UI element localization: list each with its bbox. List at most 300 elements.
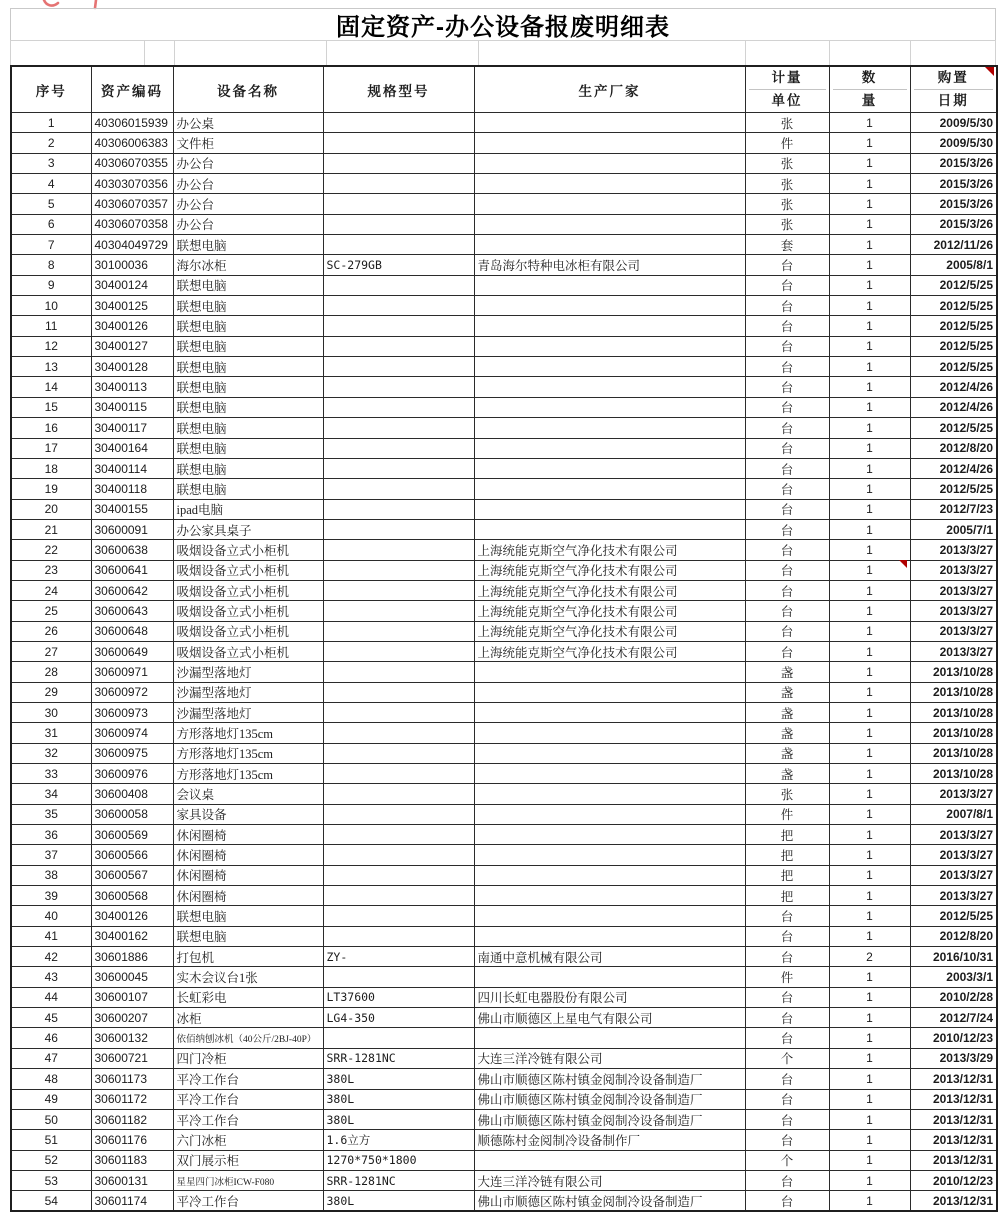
header-seq: 序号: [11, 66, 91, 113]
cell-code: 30600132: [91, 1028, 173, 1048]
cell-seq: 1: [11, 113, 91, 133]
cell-unit: 张: [745, 174, 829, 194]
cell-qty: 1: [829, 723, 910, 743]
table-row: [11, 621, 997, 641]
cell-spec: [323, 926, 474, 946]
cell-maker: 佛山市顺德区陈村镇金阅制冷设备制造厂: [474, 1089, 745, 1109]
cell-unit: 个: [745, 1150, 829, 1170]
cell-name: 办公家具桌子: [173, 519, 323, 539]
cell-date: 2013/3/27: [910, 560, 997, 580]
cell-date: 2013/12/31: [910, 1130, 997, 1150]
table-row: [11, 235, 997, 255]
header-unit: [745, 66, 829, 113]
cell-unit: 把: [745, 845, 829, 865]
cell-maker: [474, 296, 745, 316]
cell-qty: 1: [829, 906, 910, 926]
cell-date: 2013/10/28: [910, 682, 997, 702]
cell-qty: 1: [829, 336, 910, 356]
cell-qty: 1: [829, 296, 910, 316]
cell-code: 30601172: [91, 1089, 173, 1109]
gridline: [745, 41, 746, 66]
cell-seq: 20: [11, 499, 91, 519]
table-row: [11, 397, 997, 417]
cell-name: 家具设备: [173, 804, 323, 824]
cell-spec: [323, 397, 474, 417]
cell-code: 30600058: [91, 804, 173, 824]
cell-spec: [323, 316, 474, 336]
table-row: [11, 886, 997, 906]
cell-unit: 张: [745, 214, 829, 234]
cell-date: 2013/10/28: [910, 662, 997, 682]
table-row: [11, 764, 997, 784]
cell-seq: 14: [11, 377, 91, 397]
cell-qty: 1: [829, 1069, 910, 1089]
table-row: [11, 113, 997, 133]
cell-code: 30601174: [91, 1191, 173, 1211]
gridline: [174, 41, 175, 66]
cell-date: 2009/5/30: [910, 113, 997, 133]
cell-maker: 上海统能克斯空气净化技术有限公司: [474, 621, 745, 641]
cell-spec: [323, 784, 474, 804]
header-code: 资产编码: [91, 66, 173, 113]
cell-date: 2013/3/27: [910, 641, 997, 661]
cell-spec: 380L: [323, 1191, 474, 1211]
cell-date: 2012/5/25: [910, 316, 997, 336]
cell-date: 2009/5/30: [910, 133, 997, 153]
cell-maker: [474, 113, 745, 133]
gridline: [144, 41, 145, 66]
cell-qty: 1: [829, 113, 910, 133]
cell-spec: [323, 499, 474, 519]
cell-code: 30400126: [91, 316, 173, 336]
cell-qty: 1: [829, 987, 910, 1007]
cell-code: 30400118: [91, 479, 173, 499]
table-row: [11, 804, 997, 824]
cell-unit: 件: [745, 804, 829, 824]
cell-spec: SC-279GB: [323, 255, 474, 275]
cell-date: 2012/5/25: [910, 906, 997, 926]
cell-spec: [323, 845, 474, 865]
cell-date: 2016/10/31: [910, 947, 997, 967]
cell-seq: 49: [11, 1089, 91, 1109]
cell-unit: 盏: [745, 682, 829, 702]
header-date-line1: 购置: [914, 67, 994, 90]
cell-code: 30600972: [91, 682, 173, 702]
cell-name: 四门冷柜: [173, 1048, 323, 1068]
cell-name: 星星四门冰柜ICW-F080: [173, 1170, 323, 1190]
cell-maker: 四川长虹电器股份有限公司: [474, 987, 745, 1007]
cell-unit: 台: [745, 601, 829, 621]
header-qty-line1: 数: [833, 67, 907, 90]
cell-maker: 上海统能克斯空气净化技术有限公司: [474, 641, 745, 661]
cell-code: 30600091: [91, 519, 173, 539]
cell-code: 30600649: [91, 641, 173, 661]
cell-date: 2013/12/31: [910, 1089, 997, 1109]
table-row: [11, 682, 997, 702]
cell-qty: 1: [829, 519, 910, 539]
table-row: [11, 926, 997, 946]
cell-code: 30600567: [91, 865, 173, 885]
cell-seq: 54: [11, 1191, 91, 1211]
cell-qty: 1: [829, 255, 910, 275]
cell-spec: [323, 194, 474, 214]
cell-seq: 11: [11, 316, 91, 336]
cell-date: 2010/12/23: [910, 1170, 997, 1190]
cell-date: 2013/3/27: [910, 845, 997, 865]
cell-name: 吸烟设备立式小柜机: [173, 641, 323, 661]
cell-qty: 1: [829, 235, 910, 255]
cell-name: 打包机: [173, 947, 323, 967]
cell-spec: SRR-1281NC: [323, 1170, 474, 1190]
cell-date: 2012/4/26: [910, 397, 997, 417]
cell-code: 30600045: [91, 967, 173, 987]
cell-spec: [323, 336, 474, 356]
cell-date: 2013/3/27: [910, 580, 997, 600]
cell-qty: 1: [829, 825, 910, 845]
cell-qty: 1: [829, 967, 910, 987]
cell-code: 30600566: [91, 845, 173, 865]
cell-seq: 33: [11, 764, 91, 784]
cell-qty: 1: [829, 418, 910, 438]
cell-maker: [474, 316, 745, 336]
cell-seq: 26: [11, 621, 91, 641]
cell-name: 联想电脑: [173, 296, 323, 316]
cell-date: 2015/3/26: [910, 174, 997, 194]
cell-date: 2012/4/26: [910, 377, 997, 397]
cell-spec: [323, 662, 474, 682]
cell-seq: 53: [11, 1170, 91, 1190]
cell-seq: 9: [11, 275, 91, 295]
cell-name: 文件柜: [173, 133, 323, 153]
cell-qty: 1: [829, 865, 910, 885]
cell-maker: 大连三洋冷链有限公司: [474, 1048, 745, 1068]
cell-name: 海尔冰柜: [173, 255, 323, 275]
cell-seq: 3: [11, 153, 91, 173]
table-body: [11, 113, 997, 1212]
cell-spec: [323, 214, 474, 234]
cell-maker: 佛山市顺德区陈村镇金阅制冷设备制造厂: [474, 1069, 745, 1089]
cell-date: 2012/7/23: [910, 499, 997, 519]
cell-unit: 台: [745, 479, 829, 499]
cell-name: 办公台: [173, 214, 323, 234]
cell-maker: 大连三洋冷链有限公司: [474, 1170, 745, 1190]
cell-spec: [323, 153, 474, 173]
cell-code: 30600973: [91, 702, 173, 722]
cell-spec: 380L: [323, 1109, 474, 1129]
cell-qty: 1: [829, 743, 910, 763]
cell-code: 30400164: [91, 438, 173, 458]
cell-spec: [323, 580, 474, 600]
table-row: [11, 133, 997, 153]
cell-unit: 盏: [745, 743, 829, 763]
cell-name: 实木会议台1张: [173, 967, 323, 987]
cell-code: 30600971: [91, 662, 173, 682]
cell-unit: 台: [745, 458, 829, 478]
cell-seq: 37: [11, 845, 91, 865]
cell-unit: 台: [745, 540, 829, 560]
cell-name: 联想电脑: [173, 438, 323, 458]
cell-unit: 张: [745, 113, 829, 133]
cell-date: 2012/4/26: [910, 458, 997, 478]
cell-maker: [474, 336, 745, 356]
cell-seq: 44: [11, 987, 91, 1007]
cell-code: 30600638: [91, 540, 173, 560]
cell-name: 吸烟设备立式小柜机: [173, 540, 323, 560]
cell-maker: [474, 764, 745, 784]
cell-code: 30600569: [91, 825, 173, 845]
cell-maker: [474, 194, 745, 214]
cell-date: 2012/5/25: [910, 296, 997, 316]
cell-date: 2013/10/28: [910, 702, 997, 722]
cell-maker: [474, 804, 745, 824]
cell-seq: 15: [11, 397, 91, 417]
cell-date: 2013/12/31: [910, 1109, 997, 1129]
cell-code: 30400124: [91, 275, 173, 295]
cell-spec: [323, 560, 474, 580]
cell-unit: 张: [745, 153, 829, 173]
cell-qty: 1: [829, 804, 910, 824]
cell-seq: 2: [11, 133, 91, 153]
cell-qty: 1: [829, 1191, 910, 1211]
cell-code: 30601886: [91, 947, 173, 967]
cell-unit: 台: [745, 316, 829, 336]
table-row: [11, 865, 997, 885]
cell-code: 30601176: [91, 1130, 173, 1150]
cell-code: 30600107: [91, 987, 173, 1007]
cell-unit: 台: [745, 255, 829, 275]
cell-date: 2003/3/1: [910, 967, 997, 987]
cell-maker: 南通中意机械有限公司: [474, 947, 745, 967]
cell-unit: 台: [745, 296, 829, 316]
table-row: [11, 743, 997, 763]
cell-date: 2013/12/31: [910, 1069, 997, 1089]
cell-unit: 台: [745, 1028, 829, 1048]
cell-seq: 8: [11, 255, 91, 275]
cell-code: 30600568: [91, 886, 173, 906]
cell-qty: 1: [829, 764, 910, 784]
cell-date: 2012/5/25: [910, 357, 997, 377]
cell-maker: [474, 825, 745, 845]
cell-seq: 29: [11, 682, 91, 702]
cell-qty: 1: [829, 275, 910, 295]
cell-spec: [323, 377, 474, 397]
cell-name: 联想电脑: [173, 418, 323, 438]
cell-qty: 1: [829, 174, 910, 194]
cell-date: 2013/3/29: [910, 1048, 997, 1068]
table-row: [11, 479, 997, 499]
table-row: [11, 153, 997, 173]
cell-name: 联想电脑: [173, 479, 323, 499]
cell-spec: [323, 601, 474, 621]
header-row: [11, 66, 997, 113]
cell-spec: 1.6立方: [323, 1130, 474, 1150]
table-row: [11, 1191, 997, 1211]
cell-name: 休闲圈椅: [173, 865, 323, 885]
table-row: [11, 174, 997, 194]
cell-seq: 4: [11, 174, 91, 194]
cell-unit: 台: [745, 1069, 829, 1089]
cell-unit: 台: [745, 1109, 829, 1129]
cell-qty: 1: [829, 926, 910, 946]
cell-name: 联想电脑: [173, 316, 323, 336]
cell-name: 方形落地灯135cm: [173, 723, 323, 743]
table-row: [11, 357, 997, 377]
cell-spec: [323, 621, 474, 641]
table-row: [11, 1170, 997, 1190]
cell-date: 2013/3/27: [910, 601, 997, 621]
cell-name: 吸烟设备立式小柜机: [173, 560, 323, 580]
cell-name: 平冷工作台: [173, 1109, 323, 1129]
gridline: [829, 41, 830, 66]
cell-code: 30600131: [91, 1170, 173, 1190]
cell-name: 平冷工作台: [173, 1069, 323, 1089]
table-row: [11, 458, 997, 478]
cell-maker: [474, 906, 745, 926]
cell-seq: 45: [11, 1008, 91, 1028]
cell-unit: 台: [745, 1130, 829, 1150]
cell-date: 2012/11/26: [910, 235, 997, 255]
cell-seq: 5: [11, 194, 91, 214]
table-row: [11, 418, 997, 438]
cell-seq: 23: [11, 560, 91, 580]
cell-unit: 盏: [745, 764, 829, 784]
table-row: [11, 723, 997, 743]
table-row: [11, 1069, 997, 1089]
table-row: [11, 1008, 997, 1028]
cell-maker: [474, 418, 745, 438]
cell-name: 办公台: [173, 194, 323, 214]
cell-spec: LT37600: [323, 987, 474, 1007]
header-date: [910, 66, 997, 113]
cell-maker: [474, 133, 745, 153]
cell-unit: 盏: [745, 723, 829, 743]
cell-name: 方形落地灯135cm: [173, 764, 323, 784]
cell-unit: 台: [745, 947, 829, 967]
cell-maker: [474, 886, 745, 906]
cell-maker: [474, 174, 745, 194]
cell-qty: 1: [829, 682, 910, 702]
cell-qty: 1: [829, 357, 910, 377]
cell-seq: 39: [11, 886, 91, 906]
cell-qty: 1: [829, 194, 910, 214]
cell-name: 休闲圈椅: [173, 825, 323, 845]
cell-maker: [474, 377, 745, 397]
cell-name: ipad电脑: [173, 499, 323, 519]
cell-date: 2012/8/20: [910, 926, 997, 946]
cell-date: 2015/3/26: [910, 214, 997, 234]
cell-code: 30400127: [91, 336, 173, 356]
cell-spec: [323, 438, 474, 458]
cell-unit: 盏: [745, 702, 829, 722]
cell-maker: [474, 845, 745, 865]
cell-seq: 28: [11, 662, 91, 682]
cell-seq: 31: [11, 723, 91, 743]
cell-seq: 50: [11, 1109, 91, 1129]
header-qty: [829, 66, 910, 113]
cell-qty: 1: [829, 1130, 910, 1150]
gridline: [910, 41, 911, 66]
table-row: [11, 1130, 997, 1150]
cell-spec: LG4-350: [323, 1008, 474, 1028]
table-row: [11, 1048, 997, 1068]
table-row: [11, 906, 997, 926]
cell-code: 30400115: [91, 397, 173, 417]
cell-code: 30601183: [91, 1150, 173, 1170]
cell-date: 2007/8/1: [910, 804, 997, 824]
cell-unit: 台: [745, 906, 829, 926]
table-row: [11, 377, 997, 397]
cell-date: 2012/8/20: [910, 438, 997, 458]
cell-maker: 上海统能克斯空气净化技术有限公司: [474, 601, 745, 621]
table-row: [11, 1089, 997, 1109]
cell-qty: 1: [829, 1150, 910, 1170]
empty-spreadsheet-row: [10, 40, 996, 66]
cell-maker: 青岛海尔特种电冰柜有限公司: [474, 255, 745, 275]
cell-code: 30100036: [91, 255, 173, 275]
table-row: [11, 845, 997, 865]
cell-maker: [474, 723, 745, 743]
cell-unit: 台: [745, 377, 829, 397]
cell-code: 30600643: [91, 601, 173, 621]
cell-spec: [323, 825, 474, 845]
table-row: [11, 519, 997, 539]
cell-name: 办公台: [173, 153, 323, 173]
cell-maker: [474, 458, 745, 478]
cell-unit: 个: [745, 1048, 829, 1068]
cell-seq: 18: [11, 458, 91, 478]
cell-unit: 张: [745, 194, 829, 214]
cell-name: 依佰纳刨冰机（40公斤/2BJ-40P）: [173, 1028, 323, 1048]
table-row: [11, 947, 997, 967]
table-row: [11, 702, 997, 722]
cell-code: 30600975: [91, 743, 173, 763]
table-row: [11, 1150, 997, 1170]
table-row: [11, 580, 997, 600]
cell-code: 30600974: [91, 723, 173, 743]
cell-spec: [323, 967, 474, 987]
cell-spec: [323, 235, 474, 255]
cell-seq: 27: [11, 641, 91, 661]
cell-date: 2013/3/27: [910, 886, 997, 906]
cell-qty: 1: [829, 621, 910, 641]
cell-qty: 1: [829, 1028, 910, 1048]
cell-code: 30600642: [91, 580, 173, 600]
cell-qty: 1: [829, 1048, 910, 1068]
cell-seq: 43: [11, 967, 91, 987]
cell-qty: 1: [829, 1109, 910, 1129]
cell-maker: [474, 865, 745, 885]
header-name: 设备名称: [173, 66, 323, 113]
cell-spec: [323, 723, 474, 743]
cell-qty: 1: [829, 601, 910, 621]
cell-seq: 32: [11, 743, 91, 763]
cell-qty: 1: [829, 1089, 910, 1109]
cell-spec: [323, 113, 474, 133]
table-row: [11, 194, 997, 214]
cell-unit: 盏: [745, 662, 829, 682]
cell-date: 2005/7/1: [910, 519, 997, 539]
cell-maker: 上海统能克斯空气净化技术有限公司: [474, 580, 745, 600]
cell-spec: [323, 357, 474, 377]
cell-qty: 1: [829, 662, 910, 682]
cell-maker: [474, 235, 745, 255]
cell-unit: 把: [745, 886, 829, 906]
cell-qty: 1: [829, 1170, 910, 1190]
cell-seq: 24: [11, 580, 91, 600]
cell-qty: 1: [829, 133, 910, 153]
cell-maker: [474, 784, 745, 804]
cell-seq: 34: [11, 784, 91, 804]
